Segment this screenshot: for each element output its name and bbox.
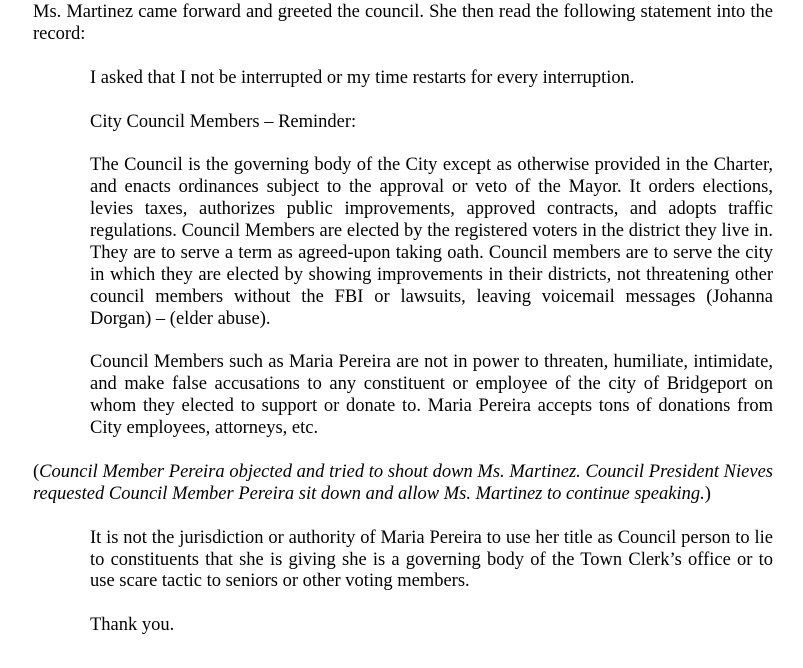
closing-thanks: Thank you. [90, 615, 175, 636]
intro-paragraph: Ms. Martinez came forward and greeted the council. She then read the following statement into the record: [33, 2, 773, 44]
interruption-request-paragraph: I asked that I not be interrupted or my time restarts for every interruption. [90, 67, 635, 88]
reminder-heading: City Council Members – Reminder: [90, 111, 357, 132]
council-duties-paragraph: The Council is the governing body of the City except as otherwise provided in the Charter, and enacts ordinances subject to the approval or veto of the Mayor. It orders elections, levies taxes, authorizes public improvements, approved contracts, and adopts traffic regulations. Council Members are elected by the registered voters in the district they live in. They are to serve a term as agreed-upon taking oath. Council members are to serve the city in which they are elected by showing improvements in their districts, not threatening other council members without the FBI or lawsuits, leaving voicemail messages (Johanna Dorgan) – (elder abuse). [90, 155, 773, 329]
document-body [33, 2, 773, 637]
objection-close-paren: ) [704, 483, 711, 504]
objection-note-text: Council Member Pereira objected and tried to shout down Ms. Martinez. Council President Nieves requested Council Member Pereira sit down and allow Ms. Martinez to continue speaking. [33, 461, 773, 504]
objection-open-paren: ( [33, 461, 40, 482]
objection-note-paragraph [33, 462, 773, 506]
jurisdiction-paragraph: It is not the jurisdiction or authority of Maria Pereira to use her title as Council person to lie to constituents that she is giving she is a governing body of the Town Clerk’s office or to use scare tactic to seniors or other voting members. [90, 527, 773, 592]
council-members-paragraph: Council Members such as Maria Pereira are not in power to threaten, humiliate, intimidate, and make false accusations to any constituent or employee of the city of Bridgeport on whom they elected to support or donate to. Maria Pereira accepts tons of donations from City employees, attorneys, etc. [90, 352, 773, 439]
